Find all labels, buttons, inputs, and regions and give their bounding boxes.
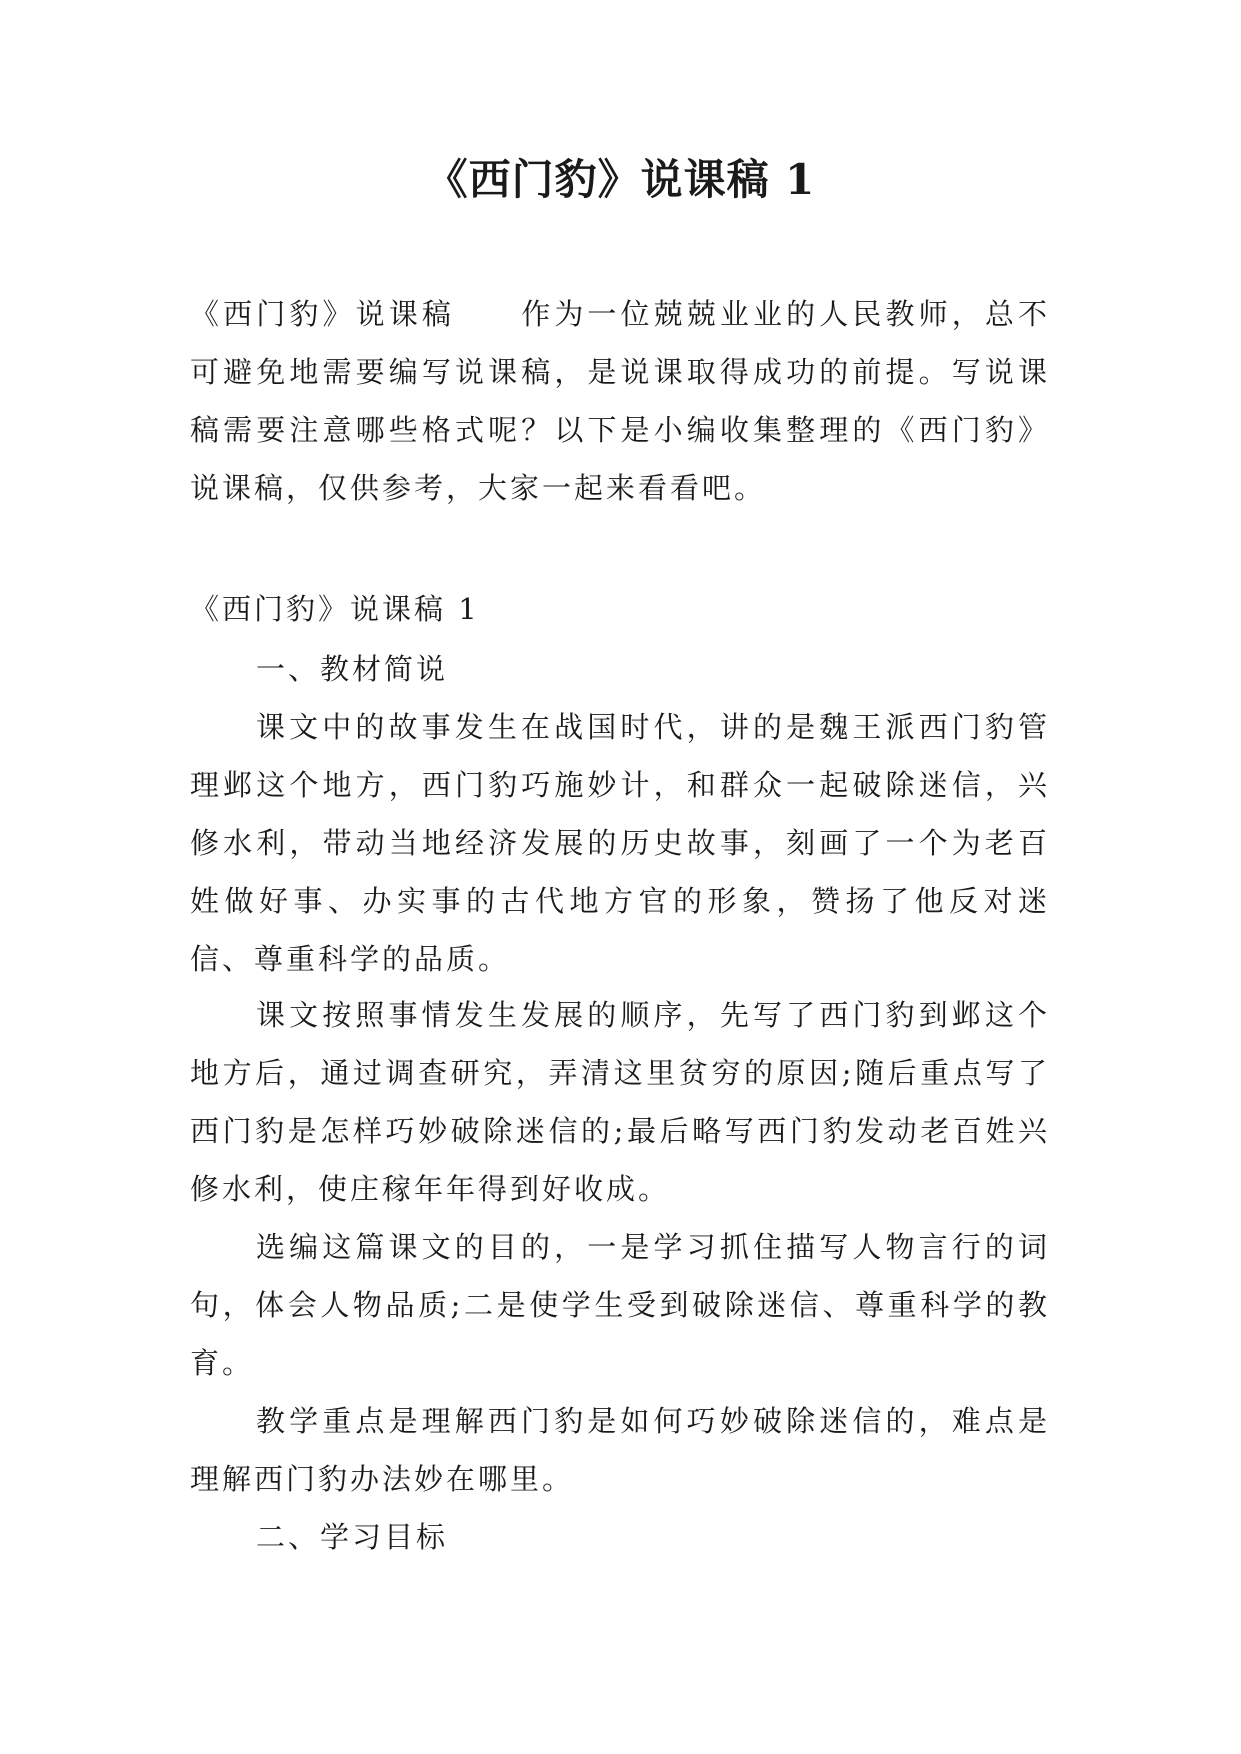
section-heading-1: 一、教材简说 <box>256 652 449 686</box>
section-heading-2: 二、学习目标 <box>256 1520 449 1554</box>
body-paragraph-4: 教学重点是理解西门豹是如何巧妙破除迷信的，难点是理解西门豹办法妙在哪里。 <box>190 1404 1050 1496</box>
intro-paragraph: 《西门豹》说课稿 作为一位兢兢业业的人民教师，总不可避免地需要编写说课稿，是说课取得成功的前提。写说课稿需要注意哪些格式呢？以下是小编收集整理的《西门豹》说课稿，仅供参考，大家一起来看看吧。 <box>190 297 1050 505</box>
document-title: 《西门豹》说课稿 1 <box>425 155 816 204</box>
section-title: 《西门豹》说课稿 1 <box>190 592 480 626</box>
body-paragraph-2: 课文按照事情发生发展的顺序，先写了西门豹到邺这个地方后，通过调查研究，弄清这里贫穷的原因;随后重点写了西门豹是怎样巧妙破除迷信的;最后略写西门豹发动老百姓兴修水利，使庄稼年年得到好收成。 <box>190 998 1050 1206</box>
body-paragraph-1: 课文中的故事发生在战国时代，讲的是魏王派西门豹管理邺这个地方，西门豹巧施妙计，和群众一起破除迷信，兴修水利，带动当地经济发展的历史故事，刻画了一个为老百姓做好事、办实事的古代地方官的形象，赞扬了他反对迷信、尊重科学的品质。 <box>190 710 1050 976</box>
body-paragraph-3: 选编这篇课文的目的，一是学习抓住描写人物言行的词句，体会人物品质;二是使学生受到破除迷信、尊重科学的教育。 <box>190 1230 1050 1380</box>
